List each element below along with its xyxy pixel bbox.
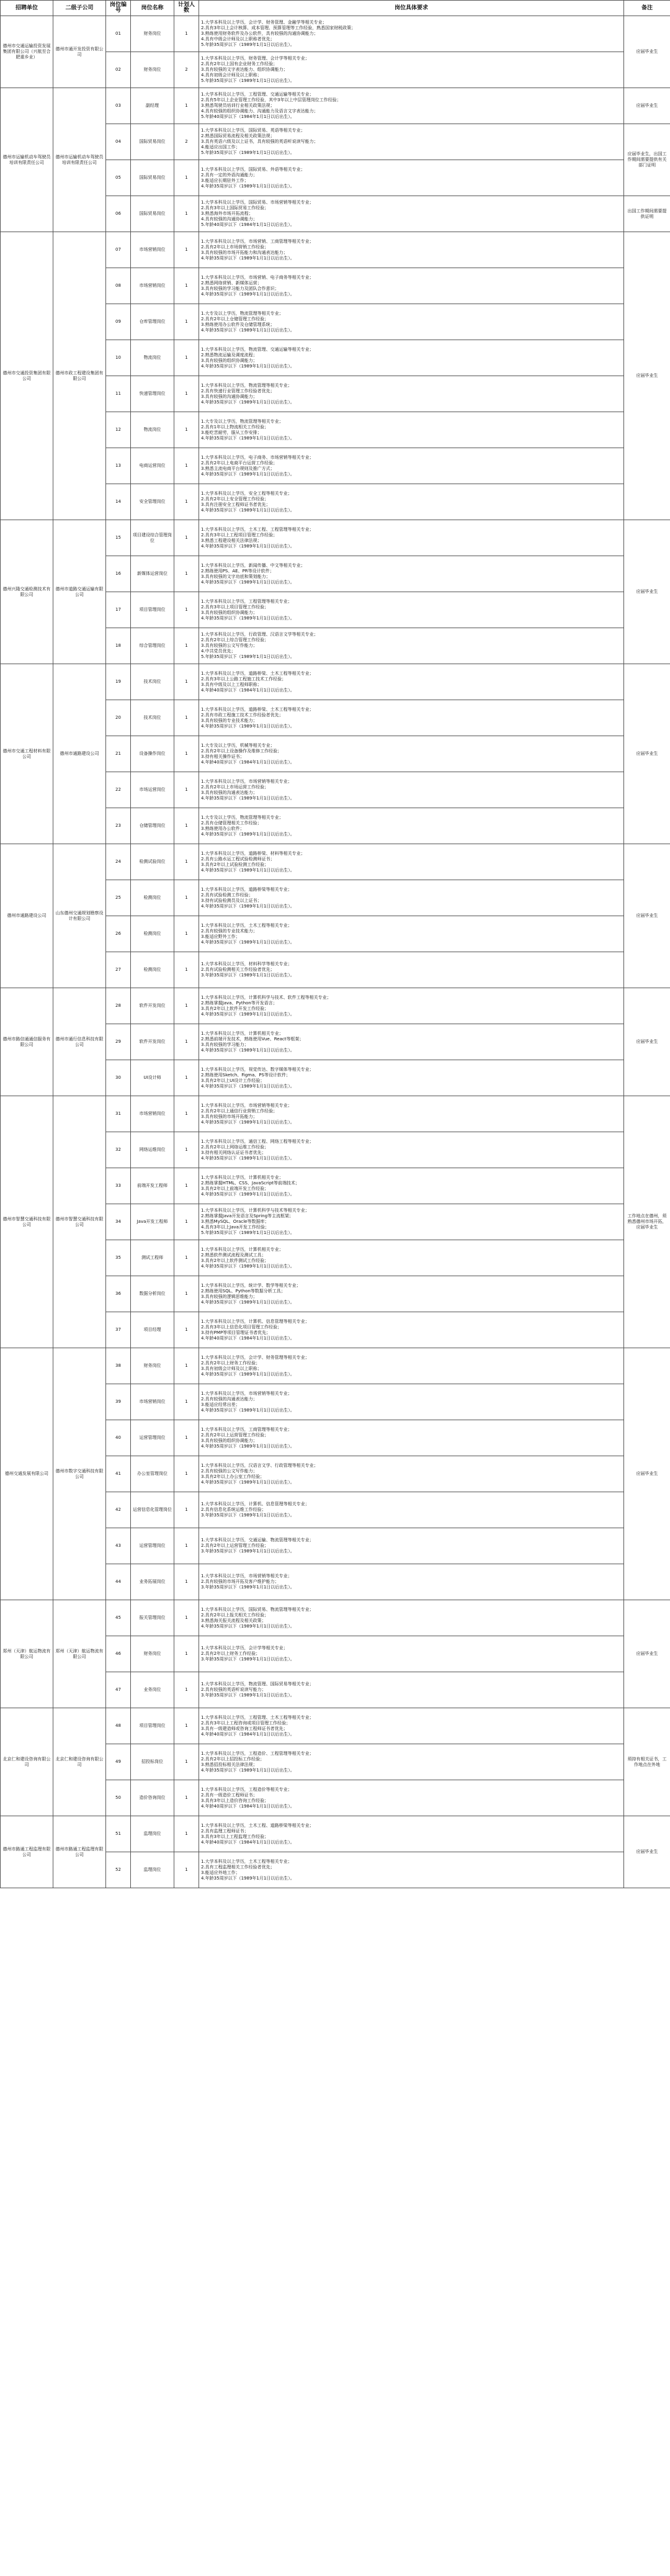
position-count: 1 — [174, 1348, 199, 1384]
position-name: 招投标岗位 — [131, 1744, 174, 1780]
position-code: 41 — [106, 1456, 131, 1492]
position-count: 1 — [174, 1456, 199, 1492]
org-sub-cell: 山东德州交通规划勘察设计有限公司 — [53, 844, 106, 988]
position-count: 1 — [174, 1168, 199, 1204]
note-cell: 应届毕业生 — [624, 1600, 670, 1708]
header-unit: 招聘单位 — [1, 1, 53, 16]
position-code: 27 — [106, 952, 131, 988]
position-name: 国际贸易岗位 — [131, 196, 174, 232]
position-count: 1 — [174, 664, 199, 700]
position-requirements: 1.大学本科及以上学历，土木工程、工程管理等相关专业； 2.具有3年以上工程项目管理工作经验； 3.熟悉工程建设相关法律法规； 4.年龄35周岁以下（1989年1月1日以后出生）。 — [199, 520, 624, 556]
note-cell: 应届毕业生 — [624, 844, 670, 988]
position-count: 1 — [174, 1816, 199, 1852]
position-requirements: 1.大学本科及以上学历，工程管理、土木工程等相关专业； 2.具有3年以上工程咨询或项目管理工作经验； 3.具有一级建造师或咨询工程师证书者优先； 4.年龄40周岁以下（1984年1月1日以后出生）。 — [199, 1708, 624, 1744]
position-code: 08 — [106, 268, 131, 304]
position-name: 财务岗位 — [131, 1636, 174, 1672]
position-code: 24 — [106, 844, 131, 880]
position-name: 项目管理岗位 — [131, 1708, 174, 1744]
position-code: 29 — [106, 1024, 131, 1060]
table-row — [1, 1096, 670, 1132]
position-count: 1 — [174, 340, 199, 376]
position-code: 33 — [106, 1168, 131, 1204]
position-code: 09 — [106, 304, 131, 340]
position-code: 40 — [106, 1420, 131, 1456]
position-count: 1 — [174, 1564, 199, 1600]
org-sub-cell: 德州市通路建设公司 — [53, 664, 106, 844]
position-count: 1 — [174, 1276, 199, 1312]
position-requirements: 1.大学本科及以上学历，行政管理、汉语言文学等相关专业； 2.具有2年以上综合管理工作经验； 3.具有较强的公文写作能力； 4.中共党员优先； 5.年龄35周岁以下（1989年1月1日以后出生）。 — [199, 628, 624, 664]
position-count: 1 — [174, 1420, 199, 1456]
position-code: 35 — [106, 1240, 131, 1276]
position-count: 1 — [174, 628, 199, 664]
position-code: 12 — [106, 412, 131, 448]
position-count: 1 — [174, 1780, 199, 1816]
position-count: 1 — [174, 1060, 199, 1096]
position-requirements: 1.大学本科及以上学历，交通运输、物流管理等相关专业； 2.具有2年以上运营管理工作经验； 3.年龄35周岁以下（1989年1月1日以后出生）。 — [199, 1528, 624, 1564]
org-cell: 北京仁和建设咨询有限公司 — [1, 1708, 53, 1816]
position-requirements: 1.大学本科及以上学历，国际贸易、英语等相关专业； 2.熟悉国际贸易流程及相关政策法规； 3.具有英语六级及以上证书，具有较强的英语听说读写能力； 4.能适应出国工作； 5.年龄35周岁以下（1989年1月1日以后出生）。 — [199, 124, 624, 160]
position-requirements: 1.大学本科及以上学历，工程管理等相关专业； 2.具有3年以上项目管理工作经验； 3.具有较强的组织协调能力； 4.年龄35周岁以下（1989年1月1日以后出生）。 — [199, 592, 624, 628]
position-code: 49 — [106, 1744, 131, 1780]
position-code: 17 — [106, 592, 131, 628]
position-requirements: 1.大学本科及以上学历，计算机科学与技术等相关专业； 2.熟练掌握Java开发语言及Spring等主流框架； 3.熟悉MySQL、Oracle等数据库； 4.具有3年以上Java开发工作经验； 5.年龄35周岁以下（1989年1月1日以后出生）。 — [199, 1204, 624, 1240]
position-count: 1 — [174, 880, 199, 916]
position-code: 25 — [106, 880, 131, 916]
org-sub-cell: 德州市道路交通运输有限公司 — [53, 520, 106, 664]
position-count: 1 — [174, 916, 199, 952]
org-cell: 德州市路通工程监理有限公司 — [1, 1816, 53, 1888]
note-cell: 须持有相关证书，工作地点在外地 — [624, 1708, 670, 1816]
position-requirements: 1.大学本科及以上学历，市场营销、电子商务等相关专业； 2.熟悉网络营销、新媒体运营； 3.具有较强的学习能力及团队合作意识； 4.年龄35周岁以下（1989年1月1日以后出生）。 — [199, 268, 624, 304]
position-requirements: 1.大学本科及以上学历，计算机相关专业； 2.熟练掌握HTML、CSS、JavaScript等前端技术； 3.具有2年以上前端开发工作经验； 4.年龄35周岁以下（1989年1月1日以后出生）。 — [199, 1168, 624, 1204]
position-count: 1 — [174, 736, 199, 772]
org-cell: 德州交通发展有限公司 — [1, 1348, 53, 1600]
position-count: 1 — [174, 1708, 199, 1744]
position-count: 1 — [174, 808, 199, 844]
note-cell: 应届毕业生 — [624, 520, 670, 664]
position-count: 1 — [174, 520, 199, 556]
position-name: 业务拓展岗位 — [131, 1564, 174, 1600]
position-name: 新媒体运营岗位 — [131, 556, 174, 592]
position-requirements: 1.大学本科及以上学历，新闻传播、中文等相关专业； 2.熟练使用PS、AE、PR等设计软件； 3.具有较强的文字功底和策划能力； 4.年龄35周岁以下（1989年1月1日以后出生）。 — [199, 556, 624, 592]
position-name: 综合管理岗位 — [131, 628, 174, 664]
position-count: 1 — [174, 448, 199, 484]
position-code: 05 — [106, 160, 131, 196]
position-code: 34 — [106, 1204, 131, 1240]
note-cell: 工作地点在德州，须熟悉德州市场开拓，应届毕业生 — [624, 1096, 670, 1348]
position-code: 07 — [106, 232, 131, 268]
position-name: 快递管理岗位 — [131, 376, 174, 412]
table-row — [1, 1708, 670, 1744]
position-requirements: 1.大学本科及以上学历，计算机相关专业； 2.熟悉软件测试流程及测试工具； 3.具有2年以上软件测试工作经验； 4.年龄35周岁以下（1989年1月1日以后出生）。 — [199, 1240, 624, 1276]
position-requirements: 1.大学本科及以上学历，会计学、财务管理、金融学等相关专业； 2.具有3年以上会计核算、成本管理、预算管理等工作经验，熟悉国家财税政策； 3.熟练使用财务软件及办公软件，具有较强的沟通协调能力； 4.具有中级会计师及以上职称者优先； 5.年龄35周岁以下（1989年1月1日以后出生）。 — [199, 16, 624, 52]
position-name: 物流岗位 — [131, 412, 174, 448]
position-count: 1 — [174, 1528, 199, 1564]
table-row — [1, 844, 670, 880]
position-count: 1 — [174, 1492, 199, 1528]
table-row — [1, 664, 670, 700]
position-requirements: 1.大学本科及以上学历，物流管理、交通运输等相关专业； 2.熟悉物流运输及调度流程； 3.具有较强的组织协调能力； 4.年龄35周岁以下（1989年1月1日以后出生）。 — [199, 340, 624, 376]
position-name: 市场营销岗位 — [131, 1096, 174, 1132]
position-count: 1 — [174, 988, 199, 1024]
position-requirements: 1.大专及以上学历，物流管理等相关专业； 2.具有仓储管理相关工作经验； 3.熟练使用办公软件； 4.年龄35周岁以下（1989年1月1日以后出生）。 — [199, 808, 624, 844]
position-name: 项目经理 — [131, 1312, 174, 1348]
position-name: 仓储管理岗位 — [131, 808, 174, 844]
position-code: 26 — [106, 916, 131, 952]
position-requirements: 1.大学本科及以上学历，计算机、信息管理等相关专业； 2.具有3年以上信息化项目管理工作经验； 3.持有PMP等项目管理证书者优先； 4.年龄40周岁以下（1984年1月1日以后出生）。 — [199, 1312, 624, 1348]
position-code: 23 — [106, 808, 131, 844]
position-requirements: 1.大学本科及以上学历，国际贸易、物流管理等相关专业； 2.具有2年以上报关相关工作经验； 3.熟悉海关报关流程及相关政策； 4.年龄35周岁以下（1989年1月1日以后出生）。 — [199, 1600, 624, 1636]
position-name: 市场营销岗位 — [131, 1384, 174, 1420]
note-cell: 应届毕业生 — [624, 1348, 670, 1600]
org-cell: 德州市运输机动车驾驶员培训有限责任公司 — [1, 88, 53, 232]
position-requirements: 1.大学本科及以上学历，通信工程、网络工程等相关专业； 2.具有2年以上网络运维工作经验； 3.持有相关网络认证证书者优先； 4.年龄35周岁以下（1989年1月1日以后出生）。 — [199, 1132, 624, 1168]
position-requirements: 1.大专及以上学历，机械等相关专业； 2.具有2年以上设备操作及维修工作经验； 3.持有相关操作证书； 4.年龄40周岁以下（1984年1月1日以后出生）。 — [199, 736, 624, 772]
position-name: 副经理 — [131, 88, 174, 124]
position-count: 1 — [174, 1600, 199, 1636]
position-name: 报关管理岗位 — [131, 1600, 174, 1636]
position-code: 28 — [106, 988, 131, 1024]
position-name: 监理岗位 — [131, 1816, 174, 1852]
org-cell: 德州市通路建设公司 — [1, 844, 53, 988]
position-requirements: 1.大学本科及以上学历，市场营销等相关专业； 2.具有2年以上市场运营工作经验； 3.具有较强的沟通表达能力； 4.年龄35周岁以下（1989年1月1日以后出生）。 — [199, 772, 624, 808]
position-requirements: 1.大学本科及以上学历，财务管理、会计学等相关专业； 2.具有2年以上国有企业财务工作经验； 3.具有较强的文字表达能力、组织协调能力； 4.具有初级会计师及以上职称； 5.年龄35周岁以下（1989年1月1日以后出生）。 — [199, 52, 624, 88]
position-count: 1 — [174, 196, 199, 232]
position-count: 1 — [174, 88, 199, 124]
position-name: 检测岗位 — [131, 880, 174, 916]
note-cell: 应届毕业生 — [624, 1816, 670, 1888]
position-name: 运营管理岗位 — [131, 1420, 174, 1456]
position-count: 1 — [174, 1024, 199, 1060]
position-name: 网络运维岗位 — [131, 1132, 174, 1168]
position-count: 1 — [174, 1096, 199, 1132]
position-name: 设备操作岗位 — [131, 736, 174, 772]
position-name: 财务岗位 — [131, 52, 174, 88]
position-count: 1 — [174, 952, 199, 988]
org-sub-cell: 德州市政工程建设集团有限公司 — [53, 232, 106, 520]
position-requirements: 1.大学本科及以上学历，工程造价等相关专业； 2.具有一级造价工程师证书； 3.具有3年以上造价咨询工作经验； 4.年龄40周岁以下（1984年1月1日以后出生）。 — [199, 1780, 624, 1816]
position-name: 检测岗位 — [131, 916, 174, 952]
position-count: 1 — [174, 556, 199, 592]
position-code: 11 — [106, 376, 131, 412]
header-note: 备注 — [624, 1, 670, 16]
position-name: 电商运营岗位 — [131, 448, 174, 484]
position-requirements: 1.大学本科及以上学历，材料科学等相关专业； 2.具有试验检测相关工作经验者优先； 3.年龄35周岁以下（1989年1月1日以后出生）。 — [199, 952, 624, 988]
position-count: 1 — [174, 772, 199, 808]
position-name: 项目建设综合管理岗位 — [131, 520, 174, 556]
position-code: 18 — [106, 628, 131, 664]
note-cell: 应届毕业生 — [624, 988, 670, 1096]
position-name: 数据分析岗位 — [131, 1276, 174, 1312]
position-requirements: 1.大学本科及以上学历，土木工程等相关专业； 2.具有工程监理相关工作经验者优先； 3.能适应外地工作； 4.年龄35周岁以下（1989年1月1日以后出生）。 — [199, 1852, 624, 1888]
position-requirements: 1.大学本科及以上学历，电子商务、市场营销等相关专业； 2.具有2年以上电商平台运营工作经验； 3.熟悉主流电商平台规则及推广方式； 4.年龄35周岁以下（1989年1月1日以后出生）。 — [199, 448, 624, 484]
position-count: 1 — [174, 1204, 199, 1240]
org-cell: 德州市交通工程材料有限公司 — [1, 664, 53, 844]
position-requirements: 1.大学本科及以上学历，物流管理等相关专业； 2.具有快递行业管理工作经验者优先； 3.具有较强的沟通协调能力； 4.年龄35周岁以下（1989年1月1日以后出生）。 — [199, 376, 624, 412]
position-requirements: 1.大学本科及以上学历，国际贸易、市场营销等相关专业； 2.具有3年以上国际贸易工作经验； 3.熟悉海外市场开拓流程； 4.具有较强的沟通协调能力； 5.年龄40周岁以下（1984年1月1日以后出生）。 — [199, 196, 624, 232]
header-position: 岗位名称 — [131, 1, 174, 16]
org-sub-cell: 郑州（天津）航运物流有限公司 — [53, 1600, 106, 1708]
table-row — [1, 88, 670, 124]
position-requirements: 1.大学本科及以上学历，视觉传达、数字媒体等相关专业； 2.熟练使用Sketch、Figma、PS等设计软件； 3.具有2年以上UI设计工作经验； 4.年龄35周岁以下（1989年1月1日以后出生）。 — [199, 1060, 624, 1096]
position-requirements: 1.大学本科及以上学历，会计学、财务管理等相关专业； 2.具有2年以上财务工作经验； 3.具有初级会计师及以上职称； 4.年龄35周岁以下（1989年1月1日以后出生）。 — [199, 1348, 624, 1384]
position-requirements: 1.大学本科及以上学历，统计学、数学等相关专业； 2.熟练使用SQL、Python等数据分析工具； 3.具有较强的逻辑思维能力； 4.年龄35周岁以下（1989年1月1日以后出生）。 — [199, 1276, 624, 1312]
position-name: 技术岗位 — [131, 700, 174, 736]
position-requirements: 1.大学本科及以上学历，市场营销等相关专业； 2.具有2年以上通信行业营销工作经验； 3.具有较强的市场开拓能力； 4.年龄35周岁以下（1989年1月1日以后出生）。 — [199, 1096, 624, 1132]
position-requirements: 1.大学本科及以上学历，汉语言文学、行政管理等相关专业； 2.具有较强的公文写作能力； 3.具有2年以上办公室工作经验； 4.年龄35周岁以下（1989年1月1日以后出生）。 — [199, 1456, 624, 1492]
position-code: 02 — [106, 52, 131, 88]
position-requirements: 1.大学本科及以上学历，物流管理、国际贸易等相关专业； 2.具有较强的英语听说读写能力； 3.年龄35周岁以下（1989年1月1日以后出生）。 — [199, 1672, 624, 1708]
position-requirements: 1.大专及以上学历，物流管理等相关专业； 2.具有1年以上物流相关工作经验； 3.能吃苦耐劳，服从工作安排； 4.年龄35周岁以下（1989年1月1日以后出生）。 — [199, 412, 624, 448]
position-count: 1 — [174, 412, 199, 448]
position-count: 1 — [174, 484, 199, 520]
note-cell: 应届毕业生 — [624, 664, 670, 844]
position-count: 1 — [174, 232, 199, 268]
position-code: 03 — [106, 88, 131, 124]
position-code: 44 — [106, 1564, 131, 1600]
org-sub-cell: 德州市通开发投资有限公司 — [53, 16, 106, 88]
position-name: 检测岗位 — [131, 952, 174, 988]
position-code: 14 — [106, 484, 131, 520]
position-name: 国际贸易岗位 — [131, 160, 174, 196]
org-sub-cell: 北京仁和建设咨询有限公司 — [53, 1708, 106, 1816]
position-requirements: 1.大学本科及以上学历，道路桥梁、土木工程等相关专业； 2.具有市政工程施工技术工作经验者优先； 3.具有较强的专业技术能力； 4.年龄35周岁以下（1989年1月1日以后出生）。 — [199, 700, 624, 736]
position-requirements: 1.大学本科及以上学历，计算机科学与技术、软件工程等相关专业； 2.熟练掌握Java、Python等开发语言； 3.具有2年以上软件开发工作经验； 4.年龄35周岁以下（1989年1月1日以后出生）。 — [199, 988, 624, 1024]
position-requirements: 1.大专及以上学历，物流管理等相关专业； 2.具有2年以上仓储管理工作经验； 3.熟练使用办公软件及仓储管理系统； 4.年龄35周岁以下（1989年1月1日以后出生）。 — [199, 304, 624, 340]
position-name: 运营信息化管理岗位 — [131, 1492, 174, 1528]
position-name: 物流岗位 — [131, 340, 174, 376]
position-code: 13 — [106, 448, 131, 484]
position-name: 国际贸易岗位 — [131, 124, 174, 160]
position-code: 48 — [106, 1708, 131, 1744]
position-requirements: 1.大学本科及以上学历，市场营销等相关专业； 2.具有较强的沟通表达能力； 3.能适应经常出差； 4.年龄35周岁以下（1989年1月1日以后出生）。 — [199, 1384, 624, 1420]
position-code: 30 — [106, 1060, 131, 1096]
position-requirements: 1.大学本科及以上学历，工商管理等相关专业； 2.具有2年以上运营管理工作经验； 3.具有较强的组织协调能力； 4.年龄35周岁以下（1989年1月1日以后出生）。 — [199, 1420, 624, 1456]
position-count: 1 — [174, 1744, 199, 1780]
position-name: 项目管理岗位 — [131, 592, 174, 628]
org-sub-cell: 德州市通行信息科技有限公司 — [53, 988, 106, 1096]
table-row — [1, 520, 670, 556]
org-sub-cell: 德州市路通工程监理有限公司 — [53, 1816, 106, 1888]
position-code: 42 — [106, 1492, 131, 1528]
table-row — [1, 232, 670, 268]
position-code: 20 — [106, 700, 131, 736]
org-cell: 德州兴隆交通检测技术有限公司 — [1, 520, 53, 664]
org-sub-cell: 德州市数字交通科技有限公司 — [53, 1348, 106, 1600]
position-requirements: 1.大学本科及以上学历，国际贸易、外语等相关专业； 2.具有一定的外语沟通能力； 3.能适应长期驻外工作； 4.年龄35周岁以下（1989年1月1日以后出生）。 — [199, 160, 624, 196]
position-name: 财务岗位 — [131, 16, 174, 52]
position-requirements: 1.大学本科及以上学历，计算机相关专业； 2.熟悉前端开发技术，熟练使用Vue、React等框架； 3.具有较强的学习能力； 4.年龄35周岁以下（1989年1月1日以后出生）。 — [199, 1024, 624, 1060]
position-code: 04 — [106, 124, 131, 160]
position-name: 软件开发岗位 — [131, 1024, 174, 1060]
position-requirements: 1.大学本科及以上学历，计算机、信息管理等相关专业； 2.具有信息化系统运维工作经验； 3.年龄35周岁以下（1989年1月1日以后出生）。 — [199, 1492, 624, 1528]
position-count: 1 — [174, 1852, 199, 1888]
position-name: 前端开发工程师 — [131, 1168, 174, 1204]
org-cell: 德州市交通投资集团有限公司 — [1, 232, 53, 520]
table-header-row — [1, 1, 670, 16]
org-cell: 郑州（天津）航运物流有限公司 — [1, 1600, 53, 1708]
position-count: 1 — [174, 304, 199, 340]
position-count: 2 — [174, 124, 199, 160]
position-requirements: 1.大学本科及以上学历，工程造价、工程管理等相关专业； 2.具有2年以上招投标工作经验； 3.熟悉招投标相关法律法规； 4.年龄35周岁以下（1989年1月1日以后出生）。 — [199, 1744, 624, 1780]
position-code: 32 — [106, 1132, 131, 1168]
position-requirements: 1.大学本科及以上学历，市场营销等相关专业； 2.具有较强的市场开拓及客户维护能力； 3.年龄35周岁以下（1989年1月1日以后出生）。 — [199, 1564, 624, 1600]
position-name: 监理岗位 — [131, 1852, 174, 1888]
table-row — [1, 16, 670, 52]
position-name: 软件开发岗位 — [131, 988, 174, 1024]
position-code: 19 — [106, 664, 131, 700]
position-name: 业务岗位 — [131, 1672, 174, 1708]
position-requirements: 1.大学本科及以上学历，工程管理、交通运输等相关专业； 2.具有5年以上企业管理工作经验，其中3年以上中层管理岗位工作经验； 3.熟悉驾驶员培训行业相关政策法规； 4.具有较强的组织协调能力、沟通能力及语言文字表达能力； 5.年龄40周岁以下（1984年1月1日以后出生）。 — [199, 88, 624, 124]
org-sub-cell: 德州市运输机动车驾驶员培训有限责任公司 — [53, 88, 106, 232]
position-name: 检测试验岗位 — [131, 844, 174, 880]
position-code: 31 — [106, 1096, 131, 1132]
position-count: 1 — [174, 1240, 199, 1276]
position-name: 测试工程师 — [131, 1240, 174, 1276]
position-requirements: 1.大学本科及以上学历，道路桥梁、材料等相关专业； 2.具有公路水运工程试验检测师证书； 3.具有2年以上试验检测工作经验； 4.年龄35周岁以下（1989年1月1日以后出生）。 — [199, 844, 624, 880]
org-cell: 德州市智慧交通科技有限公司 — [1, 1096, 53, 1348]
note-cell: 应届毕业生 — [624, 88, 670, 124]
position-name: 造价咨询岗位 — [131, 1780, 174, 1816]
position-code: 50 — [106, 1780, 131, 1816]
header-subsidiary: 二级子公司 — [53, 1, 106, 16]
position-count: 1 — [174, 1636, 199, 1672]
position-code: 46 — [106, 1636, 131, 1672]
position-code: 36 — [106, 1276, 131, 1312]
position-requirements: 1.大学本科及以上学历，市场营销、工商管理等相关专业； 2.具有2年以上市场营销工作经验； 3.具有较强的市场开拓能力和沟通表达能力； 4.年龄35周岁以下（1989年1月1日以后出生）。 — [199, 232, 624, 268]
position-count: 1 — [174, 592, 199, 628]
position-count: 1 — [174, 376, 199, 412]
org-sub-cell: 德州市智慧交通科技有限公司 — [53, 1096, 106, 1348]
header-count: 计划人数 — [174, 1, 199, 16]
note-cell: 出国工作期间需要提供证明 — [624, 196, 670, 232]
header-requirements: 岗位具体要求 — [199, 1, 624, 16]
position-code: 43 — [106, 1528, 131, 1564]
position-code: 22 — [106, 772, 131, 808]
position-code: 16 — [106, 556, 131, 592]
position-name: 市场营销岗位 — [131, 268, 174, 304]
position-name: UI设计师 — [131, 1060, 174, 1096]
position-requirements: 1.大学本科及以上学历，会计学等相关专业； 2.具有2年以上财务工作经验； 3.年龄35周岁以下（1989年1月1日以后出生）。 — [199, 1636, 624, 1672]
position-name: 财务岗位 — [131, 1348, 174, 1384]
position-code: 52 — [106, 1852, 131, 1888]
position-code: 39 — [106, 1384, 131, 1420]
position-count: 1 — [174, 1132, 199, 1168]
position-count: 1 — [174, 1312, 199, 1348]
position-requirements: 1.大学本科及以上学历，土木工程等相关专业； 2.具有较强的专业技术能力； 3.能适应野外工作； 4.年龄35周岁以下（1989年1月1日以后出生）。 — [199, 916, 624, 952]
position-name: 市场运营岗位 — [131, 772, 174, 808]
note-cell: 应届毕业生，出国工作期间需要提供有关部门证明 — [624, 124, 670, 196]
position-name: Java开发工程师 — [131, 1204, 174, 1240]
header-code: 岗位编号 — [106, 1, 131, 16]
position-code: 10 — [106, 340, 131, 376]
position-code: 06 — [106, 196, 131, 232]
position-code: 51 — [106, 1816, 131, 1852]
position-count: 1 — [174, 1384, 199, 1420]
position-name: 市场营销岗位 — [131, 232, 174, 268]
position-code: 37 — [106, 1312, 131, 1348]
position-name: 安全管理岗位 — [131, 484, 174, 520]
table-row — [1, 1816, 670, 1852]
position-code: 15 — [106, 520, 131, 556]
position-requirements: 1.大学本科及以上学历，安全工程等相关专业； 2.具有2年以上安全管理工作经验； 3.具有注册安全工程师证书者优先； 4.年龄35周岁以下（1989年1月1日以后出生）。 — [199, 484, 624, 520]
position-name: 仓库管理岗位 — [131, 304, 174, 340]
note-cell: 应届毕业生 — [624, 232, 670, 520]
table-row — [1, 1348, 670, 1384]
position-code: 38 — [106, 1348, 131, 1384]
position-requirements: 1.大学本科及以上学历，道路桥梁等相关专业； 2.具有试验检测工作经验； 3.持有试验检测员及以上证书； 4.年龄35周岁以下（1989年1月1日以后出生）。 — [199, 880, 624, 916]
position-count: 1 — [174, 268, 199, 304]
table-row — [1, 1600, 670, 1636]
position-count: 2 — [174, 52, 199, 88]
position-code: 47 — [106, 1672, 131, 1708]
org-cell: 德州市交通运输投资发展集团有限公司（兴航至合肥重乡业） — [1, 16, 53, 88]
table-row — [1, 988, 670, 1024]
position-code: 01 — [106, 16, 131, 52]
org-cell: 德州市路信通通信服务有限公司 — [1, 988, 53, 1096]
position-count: 1 — [174, 160, 199, 196]
position-code: 45 — [106, 1600, 131, 1636]
position-count: 1 — [174, 16, 199, 52]
position-count: 1 — [174, 700, 199, 736]
position-name: 办公室管理岗位 — [131, 1456, 174, 1492]
note-cell: 应届毕业生 — [624, 16, 670, 88]
position-name: 运营管理岗位 — [131, 1528, 174, 1564]
position-requirements: 1.大学本科及以上学历，土木工程、道路桥梁等相关专业； 2.具有监理工程师证书； 3.具有3年以上工程监理工作经验； 4.年龄40周岁以下（1984年1月1日以后出生）。 — [199, 1816, 624, 1852]
position-code: 21 — [106, 736, 131, 772]
position-name: 技术岗位 — [131, 664, 174, 700]
position-count: 1 — [174, 844, 199, 880]
position-count: 1 — [174, 1672, 199, 1708]
position-requirements: 1.大学本科及以上学历，道路桥梁、土木工程等相关专业； 2.具有3年以上公路工程施工技术工作经验； 3.具有中级及以上工程师职称； 4.年龄40周岁以下（1984年1月1日以后出生）。 — [199, 664, 624, 700]
